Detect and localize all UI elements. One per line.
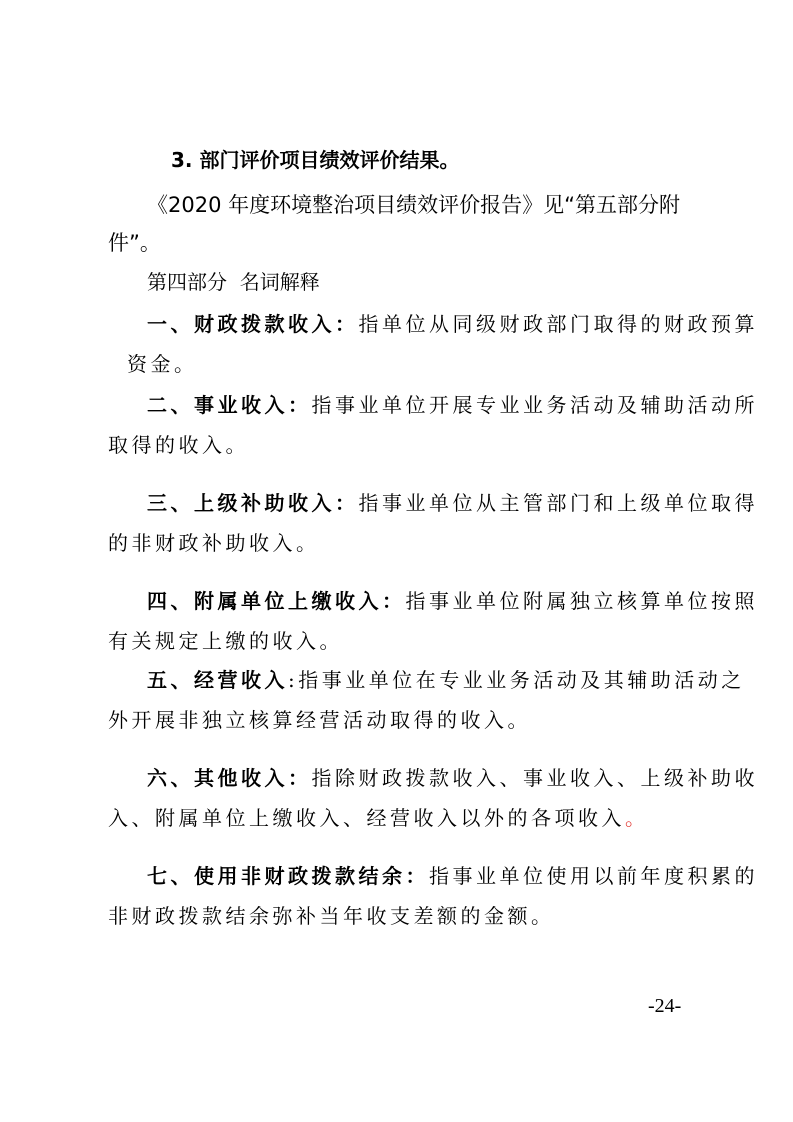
definition-2-line-1 (147, 391, 758, 419)
definition-1-line-1 (147, 310, 758, 338)
definition-3-line-2: 的非财政补助收入。 (108, 531, 320, 555)
definition-5-line-1 (147, 666, 745, 694)
definition-4-line-1 (147, 587, 758, 615)
definition-6-line-2: 入、附属单位上缴收入、经营收入以外的各项收入。 (108, 806, 649, 830)
definition-text: 指事业单位开展专业业务活动及辅助活动所 (311, 393, 758, 417)
definition-4-line-2: 有关规定上缴的收入。 (108, 629, 343, 653)
part-four-title: 第四部分 名词解释 (147, 270, 320, 294)
definition-6-line-1 (147, 764, 758, 792)
definition-text: 指单位从同级财政部门取得的财政预算 (358, 312, 758, 336)
definition-text: :指事业单位在专业业务活动及其辅助活动之 (288, 668, 745, 692)
definition-text: 指事业单位使用以前年度积累的 (429, 864, 758, 888)
definition-3-line-1 (147, 489, 758, 517)
red-period-mark: 。 (625, 806, 649, 830)
definition-term: 七、使用非财政拨款结余： (147, 864, 429, 888)
definition-term: 一、财政拨款收入： (147, 312, 359, 336)
definition-1-line-2: 资金。 (127, 352, 198, 376)
report-reference-line-1: 《2020 年度环境整治项目绩效评价报告》见“第五部分附 (147, 193, 680, 217)
section-heading: 3. 部门评价项目绩效评价结果。 (171, 148, 460, 172)
page-number: -24- (648, 995, 682, 1017)
definition-5-line-2: 外开展非独立核算经营活动取得的收入。 (108, 708, 531, 732)
definition-term: 二、事业收入： (147, 393, 312, 417)
definition-2-line-2: 取得的收入。 (108, 433, 249, 457)
definition-term: 四、附属单位上缴收入： (147, 589, 406, 613)
report-reference-line-2: 件”。 (108, 231, 161, 255)
definition-text: 指除财政拨款收入、事业收入、上级补助收 (311, 766, 758, 790)
definition-term: 五、经营收入 (147, 668, 288, 692)
definition-7-line-2: 非财政拨款结余弥补当年收支差额的金额。 (108, 904, 555, 928)
definition-text: 指事业单位从主管部门和上级单位取得 (358, 491, 758, 515)
definition-term: 六、其他收入： (147, 766, 312, 790)
definition-term: 三、上级补助收入： (147, 491, 359, 515)
definition-7-line-1 (147, 862, 758, 890)
definition-text: 指事业单位附属独立核算单位按照 (405, 589, 758, 613)
